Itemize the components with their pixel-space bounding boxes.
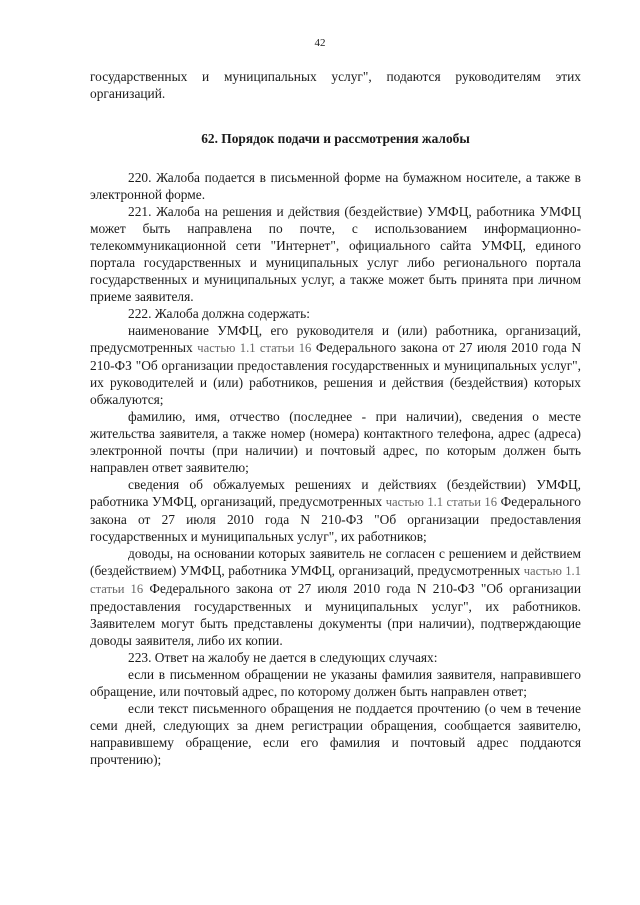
- intro-paragraph: государственных и муниципальных услуг", подаются руководителям этих организаций.: [90, 69, 581, 101]
- list-item-text: Федерального закона от 27 июля 2010 года N 210-ФЗ "Об организации предоставления государственных и муниципальных услуг", их работников. Заявителем могут быть представлены документы (при наличии), подтверждающие доводы заявителя, либо их копии.: [90, 581, 581, 648]
- law-reference-link[interactable]: частью 1.1 статьи 16: [90, 564, 581, 596]
- law-reference-link[interactable]: частью 1.1 статьи 16: [385, 495, 498, 509]
- list-item-text: Федерального закона от 27 июля 2010 года N 210-ФЗ "Об организации предоставления государственных и муниципальных услуг", их руководителей и (или) работников, решения и действия (бездействия) которых обжалуются;: [90, 340, 581, 407]
- list-item-contacts: фамилию, имя, отчество (последнее - при наличии), сведения о месте жительства заявителя, а также номер (номера) контактного телефона, адрес (адреса) электронной почты (при наличии) и почтовый адрес, по которым должен быть направлен ответ заявителю;: [90, 409, 581, 475]
- case-item-no-address: если в письменном обращении не указаны фамилия заявителя, направившего обращение, или почтовый адрес, по которому должен быть направлен ответ;: [90, 667, 581, 699]
- page-number: 42: [314, 37, 326, 49]
- law-reference-link[interactable]: частью 1.1 статьи 16: [197, 341, 312, 355]
- document-body: [90, 68, 581, 768]
- list-item-text: Федерального закона от 27 июля 2010 года N 210-ФЗ "Об организации предоставления государственных и муниципальных услуг", их работников;: [90, 494, 582, 544]
- section-heading: 62. Порядок подачи и рассмотрения жалобы: [201, 131, 470, 146]
- paragraph-222: 222. Жалоба должна содержать:: [128, 306, 310, 321]
- paragraph-220: 220. Жалоба подается в письменной форме на бумажном носителе, а также в электронной форме.: [90, 170, 581, 202]
- list-item-text: доводы, на основании которых заявитель не согласен с решением и действием (бездействием) УМФЦ, работника УМФЦ, организаций, предусмотренных: [90, 546, 581, 578]
- list-item-arguments: [90, 545, 581, 649]
- list-item-decisions: [90, 476, 581, 545]
- paragraph-221: 221. Жалоба на решения и действия (бездействие) УМФЦ, работника УМФЦ может быть направлена по почте, с использованием информационно-телекоммуникационной сети "Интернет", официального сайта УМФЦ, единого портала государственных и муниципальных услуг либо регионального портала государственных и муниципальных услуг, а также может быть принята при личном приеме заявителя.: [90, 204, 581, 304]
- list-item-name: [90, 322, 581, 408]
- list-item-text: сведения об обжалуемых решениях и действиях (бездействии) УМФЦ, работника УМФЦ, организаций, предусмотренных: [90, 477, 581, 509]
- list-item-text: наименование УМФЦ, его руководителя и (или) работника, организаций, предусмотренных: [90, 323, 581, 355]
- paragraph-223: 223. Ответ на жалобу не дается в следующих случаях:: [128, 650, 438, 665]
- case-item-unreadable: если текст письменного обращения не поддается прочтению (о чем в течение семи дней, следующих за днем регистрации обращения, сообщается заявителю, направившему обращение, если его фамилия и почтовый адрес поддаются прочтению);: [90, 701, 581, 767]
